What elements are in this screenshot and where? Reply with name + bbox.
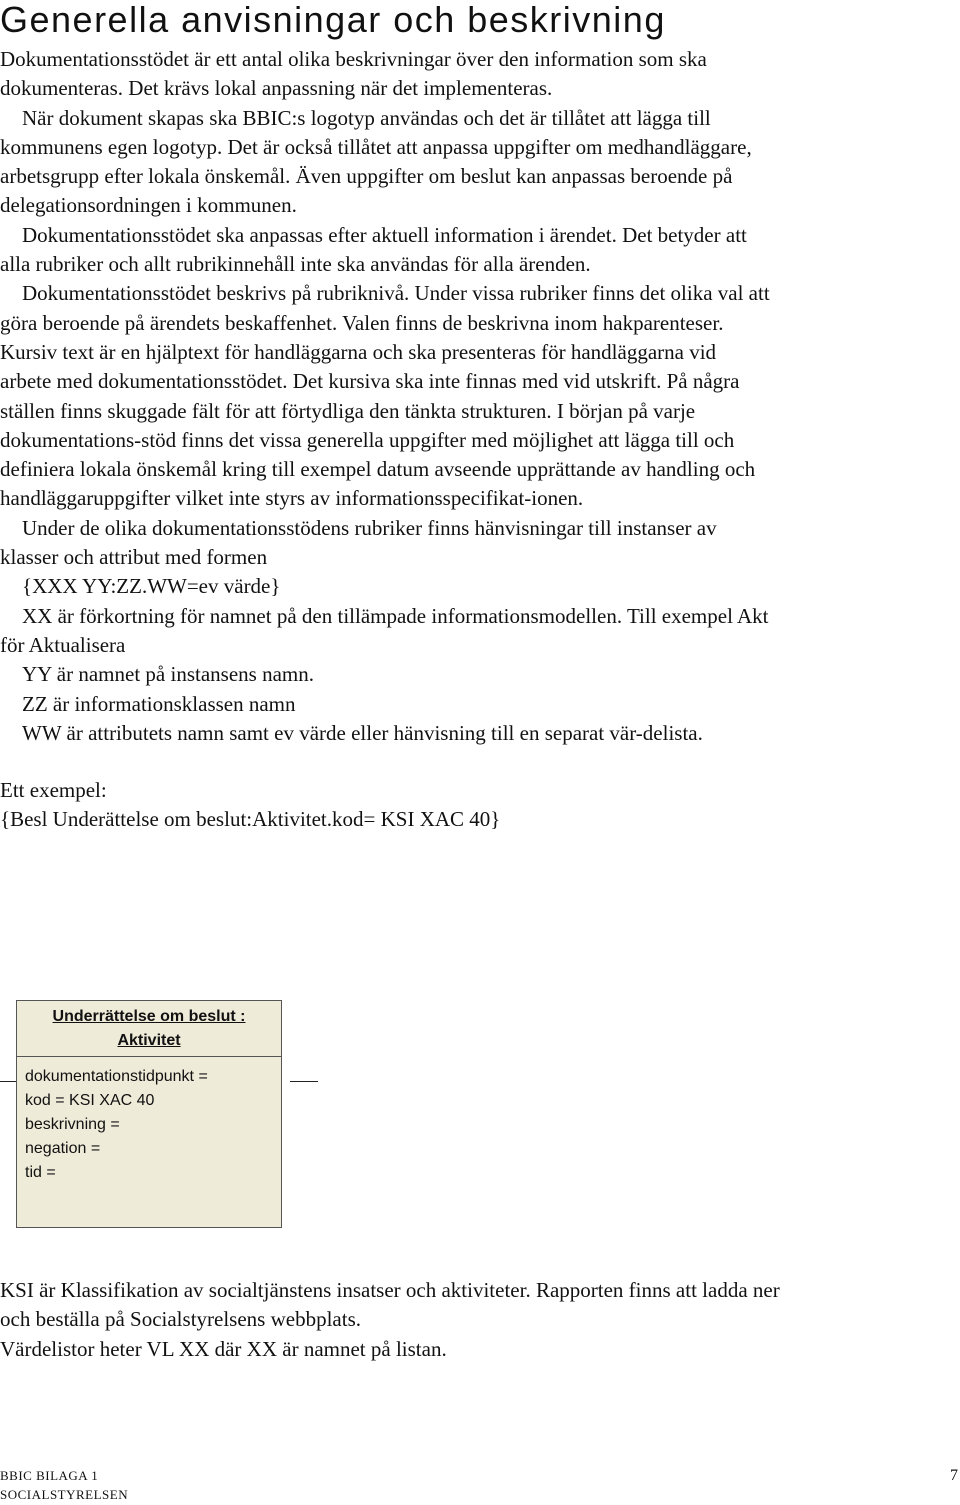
uml-class-type: Aktivitet [117, 1032, 181, 1049]
format-template: {XXX YY:ZZ.WW=ev värde} [22, 574, 281, 599]
paragraph-logotyp: När dokument skapas ska BBIC:s logotyp användas och det är tillåtet att lägga till kommunens egen logotyp. Det är också tillåtet att anpassa uppgifter om medhandläggare, arbetsgrupp efter lokala önskemål. Även uppgifter om beslut kan anpassas beroende på delegationsordningen i kommunen. [0, 105, 752, 218]
association-line-left [0, 1081, 16, 1082]
uml-class-box [16, 1000, 282, 1228]
uml-attribute: beskrivning = [25, 1116, 120, 1133]
uml-attribute: dokumentationstidpunkt = [25, 1068, 208, 1085]
ksi-text [0, 1276, 780, 1364]
footer-organization: SOCIALSTYRELSEN [0, 1487, 129, 1502]
paragraph-hanvisningar: Under de olika dokumentationsstödens rubriker finns hänvisningar till instanser av klasser och attribut med formen [0, 515, 717, 570]
association-line-right [290, 1081, 318, 1082]
definition-zz: ZZ är informationsklassen namn [22, 691, 296, 716]
uml-attribute: negation = [25, 1140, 101, 1157]
uml-attribute-list [17, 1057, 281, 1185]
footer-document-name: BBIC BILAGA 1 [0, 1468, 99, 1483]
footer [0, 1466, 128, 1504]
example-code: {Besl Underättelse om beslut:Aktivitet.kod= KSI XAC 40} [0, 807, 501, 832]
example-label: Ett exempel: [0, 778, 107, 803]
definition-yy: YY är namnet på instansens namn. [22, 662, 314, 687]
definition-ww: WW är attributets namn samt ev värde eller hänvisning till en separat vär-delista. [22, 720, 703, 745]
ksi-description: KSI är Klassifikation av socialtjänstens insatser och aktiviteter. Rapporten finns att ladda ner och beställa på Socialstyrelsens webbplats. [0, 1278, 780, 1332]
paragraph-anpassning: Dokumentationsstödet ska anpassas efter aktuell information i ärendet. Det betyder att alla rubriker och allt rubrikinnehåll inte ska användas för alla ärenden. [0, 222, 747, 277]
uml-attribute: kod = KSI XAC 40 [25, 1092, 155, 1109]
paragraph-intro: Dokumentationsstödet är ett antal olika beskrivningar över den information som ska dokumenteras. Det krävs lokal anpassning när det implementeras. [0, 47, 707, 101]
uml-class-name: Underrättelse om beslut : [52, 1008, 246, 1025]
vardelistor-description: Värdelistor heter VL XX där XX är namnet på listan. [0, 1336, 447, 1361]
page-heading: Generella anvisningar och beskrivning [0, 0, 666, 40]
paragraph-rubrikniva: Dokumentationsstödet beskrivs på rubriknivå. Under vissa rubriker finns det olika val att göra beroende på ärendets beskaffenhet. Valen finns de beskrivna inom hakparenteser. Kursiv text är en hjälptext för handläggarna och ska presenteras för handläggarna vid arbete med dokumentationsstödet. Det kursiva ska inte finnas med vid utskrift. På några ställen finns skuggade fält för att förtydliga den tänkta strukturen. I början på varje dokumentations-stöd finns det vissa generella uppgifter med möjlighet att lägga till och definiera lokala önskemål kring till exempel datum avseende upprättande av handling och handläggaruppgifter vilket inte styrs av informationsspecifikat-ionen. [0, 281, 770, 511]
uml-attribute: tid = [25, 1164, 56, 1181]
body-text [0, 45, 770, 835]
uml-class-header [17, 1001, 281, 1057]
definition-xx: XX är förkortning för namnet på den tillämpade informationsmodellen. Till exempel Akt för Aktualisera [0, 603, 769, 657]
page-number: 7 [950, 1467, 958, 1484]
